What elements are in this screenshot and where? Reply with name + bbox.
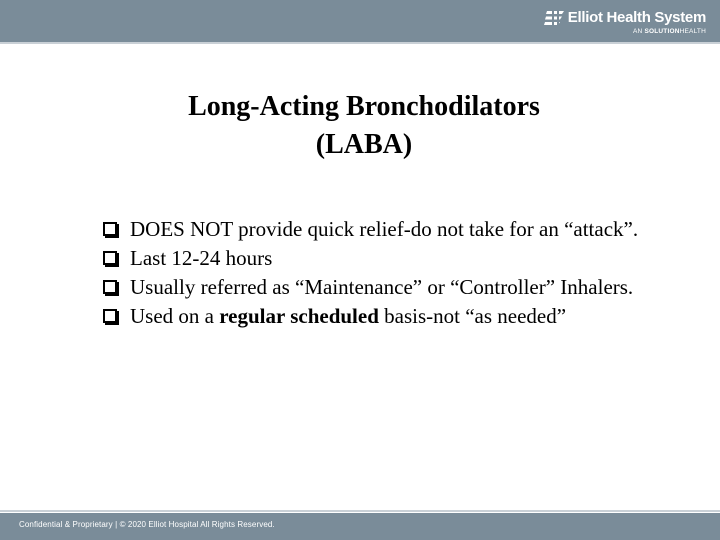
- logo-tagline: [544, 28, 706, 35]
- slide-title-line-2: (LABA): [315, 129, 413, 160]
- elliot-logo-mark-icon: [544, 11, 564, 25]
- logo-tag-bold: SOLUTION: [644, 28, 680, 35]
- elliot-logo: [544, 9, 706, 35]
- bullet-text: DOES NOT provide quick relief-do not take for an “attack”.: [130, 217, 639, 241]
- checkbox-bullet-icon: [103, 222, 117, 236]
- bullet-item: [102, 244, 692, 273]
- logo-tag-prefix: AN: [633, 28, 645, 35]
- footer-copyright: Confidential & Proprietary | © 2020 Elliot Hospital All Rights Reserved.: [19, 520, 275, 529]
- bullet-list: [102, 215, 692, 331]
- bullet-item: [102, 215, 692, 244]
- bullet-text: Last 12-24 hours: [130, 246, 273, 270]
- header-divider: [0, 42, 720, 44]
- checkbox-bullet-icon: [103, 280, 117, 294]
- bullet-item: [102, 302, 692, 331]
- bullet-text-before: Used on a: [130, 304, 220, 328]
- footer-divider: [0, 510, 720, 512]
- slide-title-line-1: Long-Acting Bronchodilators: [188, 91, 540, 122]
- bullet-text-after: basis-not “as needed”: [378, 304, 567, 328]
- bullet-text: Usually referred as “Maintenance” or “Controller” Inhalers.: [130, 275, 634, 299]
- logo-tag-suffix: HEALTH: [679, 28, 706, 35]
- slide-title: [0, 88, 720, 164]
- bullet-text-bold: regular scheduled: [219, 304, 379, 328]
- bullet-item: [102, 273, 692, 302]
- logo-name: Elliot Health System: [567, 9, 706, 26]
- checkbox-bullet-icon: [103, 309, 117, 323]
- checkbox-bullet-icon: [103, 251, 117, 265]
